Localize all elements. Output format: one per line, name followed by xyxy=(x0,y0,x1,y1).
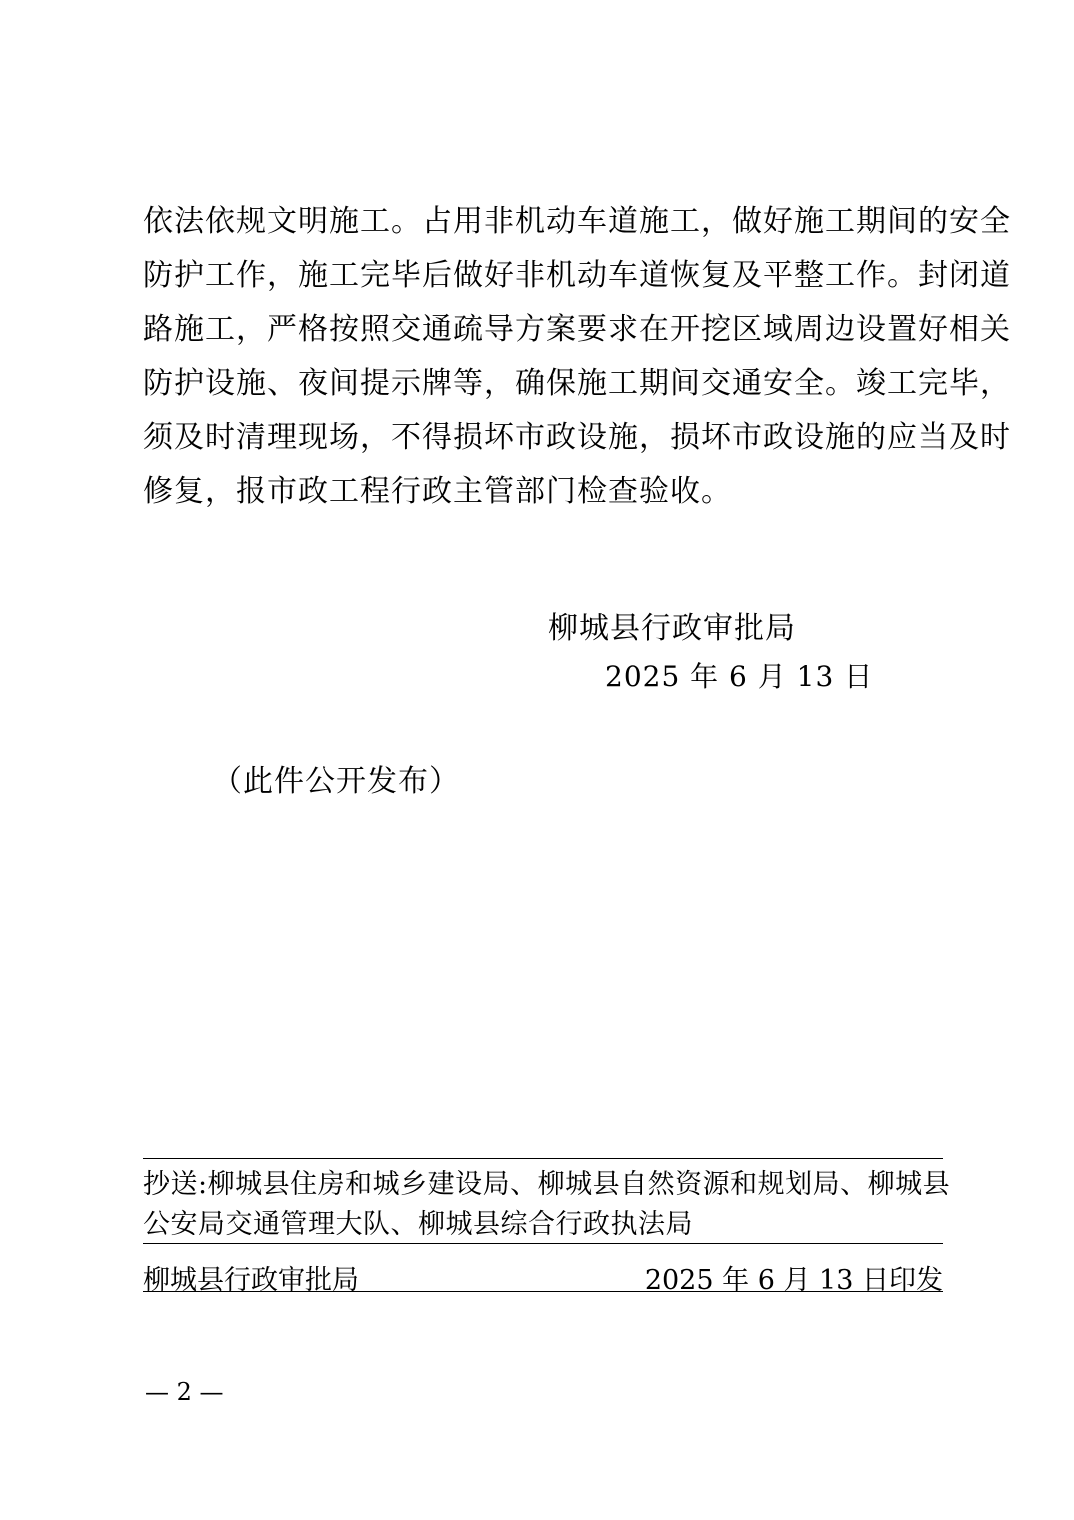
signature-date: 2025 年 6 月 13 日 xyxy=(605,660,874,693)
body-line: 须及时清理现场，不得损坏市政设施，损坏市政设施的应当及时 xyxy=(143,420,1011,455)
body-line: 防护工作，施工完毕后做好非机动车道恢复及平整工作。封闭道 xyxy=(143,258,1011,293)
body-line: 防护设施、夜间提示牌等，确保施工期间交通安全。竣工完毕， xyxy=(143,366,1011,401)
body-paragraph xyxy=(143,195,1011,519)
page-number: — 2 — xyxy=(145,1378,224,1406)
issuer-org: 柳城县行政审批局 xyxy=(143,1265,359,1296)
public-release-note: （此件公开发布） xyxy=(212,764,460,799)
cc-line: 公安局交通管理大队、柳城县综合行政执法局 xyxy=(143,1209,693,1240)
cc-top-rule xyxy=(143,1158,943,1159)
cc-block xyxy=(143,1165,951,1245)
signature-org: 柳城县行政审批局 xyxy=(548,611,796,646)
body-line: 路施工，严格按照交通疏导方案要求在开挖区域周边设置好相关 xyxy=(143,312,1011,347)
issuer-date: 2025 年 6 月 13 日印发 xyxy=(644,1265,943,1296)
cc-bottom-rule xyxy=(143,1243,943,1244)
body-line: 依法依规文明施工。占用非机动车道施工，做好施工期间的安全 xyxy=(143,204,1011,239)
issuer-bottom-rule xyxy=(143,1291,943,1292)
body-line: 修复，报市政工程行政主管部门检查验收。 xyxy=(143,474,732,509)
cc-line: 抄送:柳城县住房和城乡建设局、柳城县自然资源和规划局、柳城县 xyxy=(143,1169,951,1200)
